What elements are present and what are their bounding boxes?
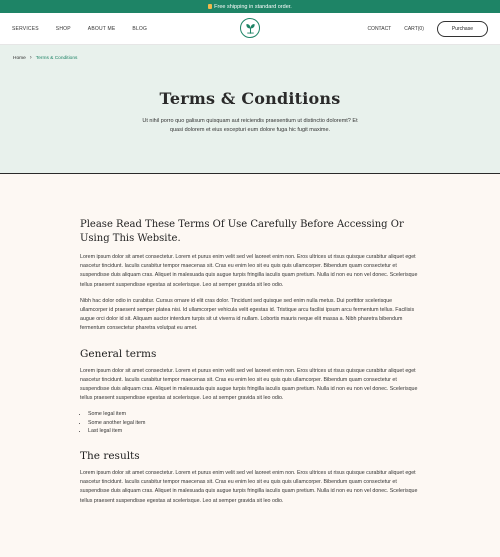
page-subtitle: Ut nihil porro quo galisum quisquam aut reiciendis praesentium ut distinctio doloremt? Et quasi dolorem et eius excepturi eum dolore fuga hic fugit maxime. [142,118,358,133]
list-item: • Last legal item [88,427,420,436]
brand-logo-icon[interactable] [240,18,260,38]
legal-items-list [88,410,420,436]
chevron-right-icon: › [29,55,32,61]
nav-item-services[interactable]: SERVICES [12,25,39,32]
nav-item-blog[interactable]: BLOG [132,25,148,32]
breadcrumb-home[interactable]: Home [13,55,26,61]
announcement-bar [0,0,500,13]
breadcrumb-current: Terms & Conditions [35,55,78,61]
breadcrumb [13,55,77,61]
nav-right-menu [367,21,488,37]
list-item: • Some legal item [88,410,420,419]
intro-paragraph-1: Lorem ipsum dolor sit amet consectetur. Lorem et purus enim velit sed vel laoreet enim non. Eros ultrices ut risus quisque curabitur aliquet eget nascetur tincidunt. Iaculis curabitur tempor maecenas sit. Cras eu enim leo sit eu quis quis ullamcorper. Bibendum quam consectetur et suspendisse duis aliquam cras. Aliquet in malesuada quis augue turpis fringilla iaculis quam pretium. Nulla id non eu non vel donec. Scelerisque tellus praesent suspendisse egestas at scelerisque. Leo at semper gravida sit leo odio. [80,254,418,288]
results-heading: The results [80,449,140,462]
nav-item-cart[interactable]: CART(0) [404,25,424,32]
purchase-button[interactable]: Purchase [437,21,488,37]
intro-heading: Please Read These Terms Of Use Carefully Before Accessing Or Using This Website. [80,219,404,244]
general-terms-heading: General terms [80,347,157,360]
nav-left-menu [12,26,147,32]
nav-item-shop[interactable]: SHOP [55,25,71,32]
nav-item-about[interactable]: ABOUT ME [87,25,116,32]
page-hero [0,45,500,174]
terms-content [80,218,420,513]
main-nav [0,13,500,45]
nav-item-contact[interactable]: CONTACT [367,25,392,32]
tag-icon [208,4,212,9]
results-paragraph: Lorem ipsum dolor sit amet consectetur. Lorem et purus enim velit sed vel laoreet enim non. Eros ultrices ut risus quisque curabitur aliquet eget nascetur tincidunt. Iaculis curabitur tempor maecenas sit. Cras eu enim leo sit eu quis quis ullamcorper. Bibendum quam consectetur et suspendisse duis aliquam cras. Aliquet in malesuada quis augue turpis fringilla iaculis quam pretium. Nulla id non eu non vel donec. Scelerisque tellus praesent suspendisse egestas at scelerisque. Leo at semper gravida sit leo odio. [80,469,418,504]
list-item: • Some another legal item [88,419,420,428]
announcement-text: Free shipping in standard order. [214,3,292,10]
page-title: Terms & Conditions [159,89,341,108]
intro-paragraph-2: Nibh hac dolor odio in curabitur. Cursus ornare id elit cras dolor. Tincidunt sed quisque sed enim nulla metus. Dui porttitor scelerisque ullamcorper id praesent semper platea nisi. Id ullamcorper vehicula velit egestas id. Tristique arcu facilisi ipsum arcu fermentum tellus. Facilisis augue orci dolor id sit. Aliquam auctor interdum turpis sit ut viverra id nullam. Lobortis mauris neque elit massa a. Nibh pharetra bibendum fermentum consectetur pharetra volutpat eu amet. [80,297,415,332]
general-terms-paragraph: Lorem ipsum dolor sit amet consectetur. Lorem et purus enim velit sed vel laoreet enim non. Eros ultrices ut risus quisque curabitur aliquet eget nascetur tincidunt. Iaculis curabitur tempor maecenas sit. Cras eu enim leo sit eu quis quis ullamcorper. Bibendum quam consectetur et suspendisse duis aliquam cras. Aliquet in malesuada quis augue turpis fringilla iaculis quam pretium. Nulla id non eu non vel donec. Scelerisque tellus praesent suspendisse egestas at scelerisque. Leo at semper gravida sit leo odio. [80,367,418,402]
